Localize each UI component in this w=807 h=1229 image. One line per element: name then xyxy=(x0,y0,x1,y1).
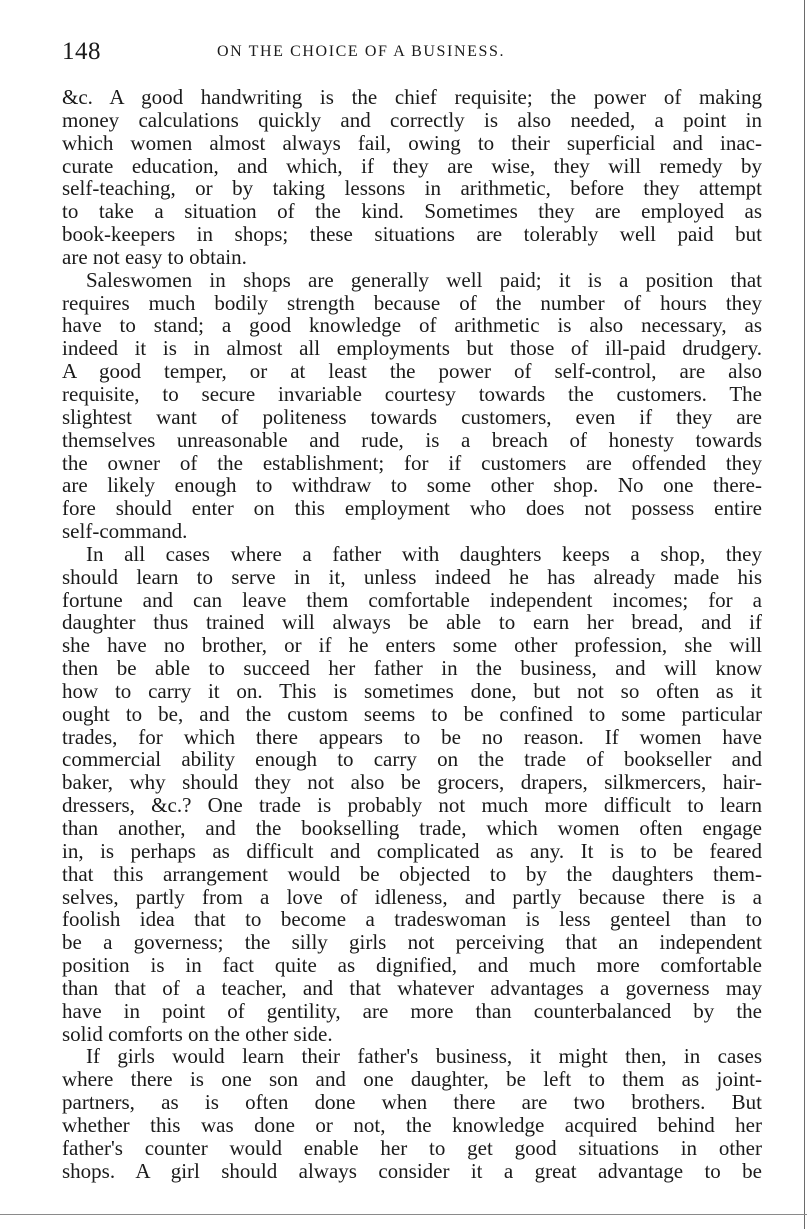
text-line: fore should enter on this employment who does not possess entire xyxy=(62,496,762,521)
text-line: shops. A girl should always consider it a great advantage to be xyxy=(62,1158,762,1183)
page-header xyxy=(62,38,762,66)
text-line: are likely enough to withdraw to some other shop. No one there- xyxy=(62,473,762,498)
text-line: solid comforts on the other side. xyxy=(62,1021,333,1046)
text-line: indeed it is in almost all employments but those of ill-paid drudgery. xyxy=(62,336,762,361)
text-line: self-teaching, or by taking lessons in arithmetic, before they attempt xyxy=(62,176,762,201)
text-line: requisite, to secure invariable courtesy towards the customers. The xyxy=(62,381,762,406)
paragraph xyxy=(62,86,762,269)
text-line: position is in fact quite as dignified, and much more comfortable xyxy=(62,953,762,978)
text-line: Saleswomen in shops are generally well paid; it is a position that xyxy=(86,267,762,292)
text-line: should learn to serve in it, unless indeed he has already made his xyxy=(62,564,762,589)
text-line: how to carry it on. This is sometimes done, but not so often as it xyxy=(62,678,762,703)
text-line: which women almost always fail, owing to their superficial and inac- xyxy=(62,130,762,155)
paragraph xyxy=(62,269,762,543)
text-line: to take a situation of the kind. Sometimes they are employed as xyxy=(62,199,762,224)
page-bottom-rule xyxy=(0,1214,807,1215)
text-line: If girls would learn their father's business, it might then, in cases xyxy=(86,1044,762,1069)
text-line: whether this was done or not, the knowledge acquired behind her xyxy=(62,1112,762,1137)
text-line: baker, why should they not also be grocers, drapers, silkmercers, hair- xyxy=(62,770,762,795)
text-line: &c. A good handwriting is the chief requisite; the power of making xyxy=(62,85,762,109)
text-line: father's counter would enable her to get good situations in other xyxy=(62,1135,762,1160)
text-line: have to stand; a good knowledge of arithmetic is also necessary, as xyxy=(62,313,762,338)
text-line: selves, partly from a love of idleness, and partly because there is a xyxy=(62,884,762,909)
paragraph xyxy=(62,543,762,1046)
text-line: that this arrangement would be objected to by the daughters them- xyxy=(62,861,762,886)
text-line: requires much bodily strength because of the number of hours they xyxy=(62,290,762,315)
text-line: then be able to succeed her father in the business, and will know xyxy=(62,656,762,681)
text-line: themselves unreasonable and rude, is a breach of honesty towards xyxy=(62,427,762,452)
text-line: where there is one son and one daughter, be left to them as joint- xyxy=(62,1067,762,1092)
text-line: the owner of the establishment; for if customers are offended they xyxy=(62,450,762,475)
text-line: dressers, &c.? One trade is probably not much more difficult to learn xyxy=(62,793,762,818)
text-line: she have no brother, or if he enters some other profession, she will xyxy=(62,633,762,658)
text-line: partners, as is often done when there are two brothers. But xyxy=(62,1090,762,1115)
page-number: 148 xyxy=(62,38,101,65)
text-line: trades, for which there appears to be no reason. If women have xyxy=(62,724,762,749)
text-line: commercial ability enough to carry on the trade of bookseller and xyxy=(62,747,762,772)
text-line: than another, and the bookselling trade, which women often engage xyxy=(62,816,762,840)
text-line: curate education, and which, if they are wise, they will remedy by xyxy=(62,153,762,178)
body-text xyxy=(62,86,762,1183)
text-line: In all cases where a father with daughters keeps a shop, they xyxy=(86,541,762,566)
text-line: in, is perhaps as difficult and complicated as any. It is to be feared xyxy=(62,838,762,863)
text-line: A good temper, or at least the power of self-control, are also xyxy=(62,359,762,384)
text-line: slightest want of politeness towards customers, even if they are xyxy=(62,404,762,429)
text-line: ought to be, and the custom seems to be confined to some particular xyxy=(62,701,762,726)
running-head: ON THE CHOICE OF A BUSINESS. xyxy=(217,43,506,60)
text-line: are not easy to obtain. xyxy=(62,244,247,269)
text-line: book-keepers in shops; these situations are tolerably well paid but xyxy=(62,222,762,247)
text-line: money calculations quickly and correctly is also needed, a point in xyxy=(62,107,762,132)
text-line: be a governess; the silly girls not perceiving that an independent xyxy=(62,930,762,955)
text-line: than that of a teacher, and that whatever advantages a governess may xyxy=(62,975,762,1000)
text-line: self-command. xyxy=(62,519,188,544)
paragraph xyxy=(62,1045,762,1182)
text-line: have in point of gentility, are more than counterbalanced by the xyxy=(62,998,762,1023)
text-line: fortune and can leave them comfortable independent incomes; for a xyxy=(62,587,762,612)
text-line: daughter thus trained will always be able to earn her bread, and if xyxy=(62,610,762,635)
page-edge-rule xyxy=(804,0,805,1229)
text-line: foolish idea that to become a tradeswoman is less genteel than to xyxy=(62,907,762,932)
